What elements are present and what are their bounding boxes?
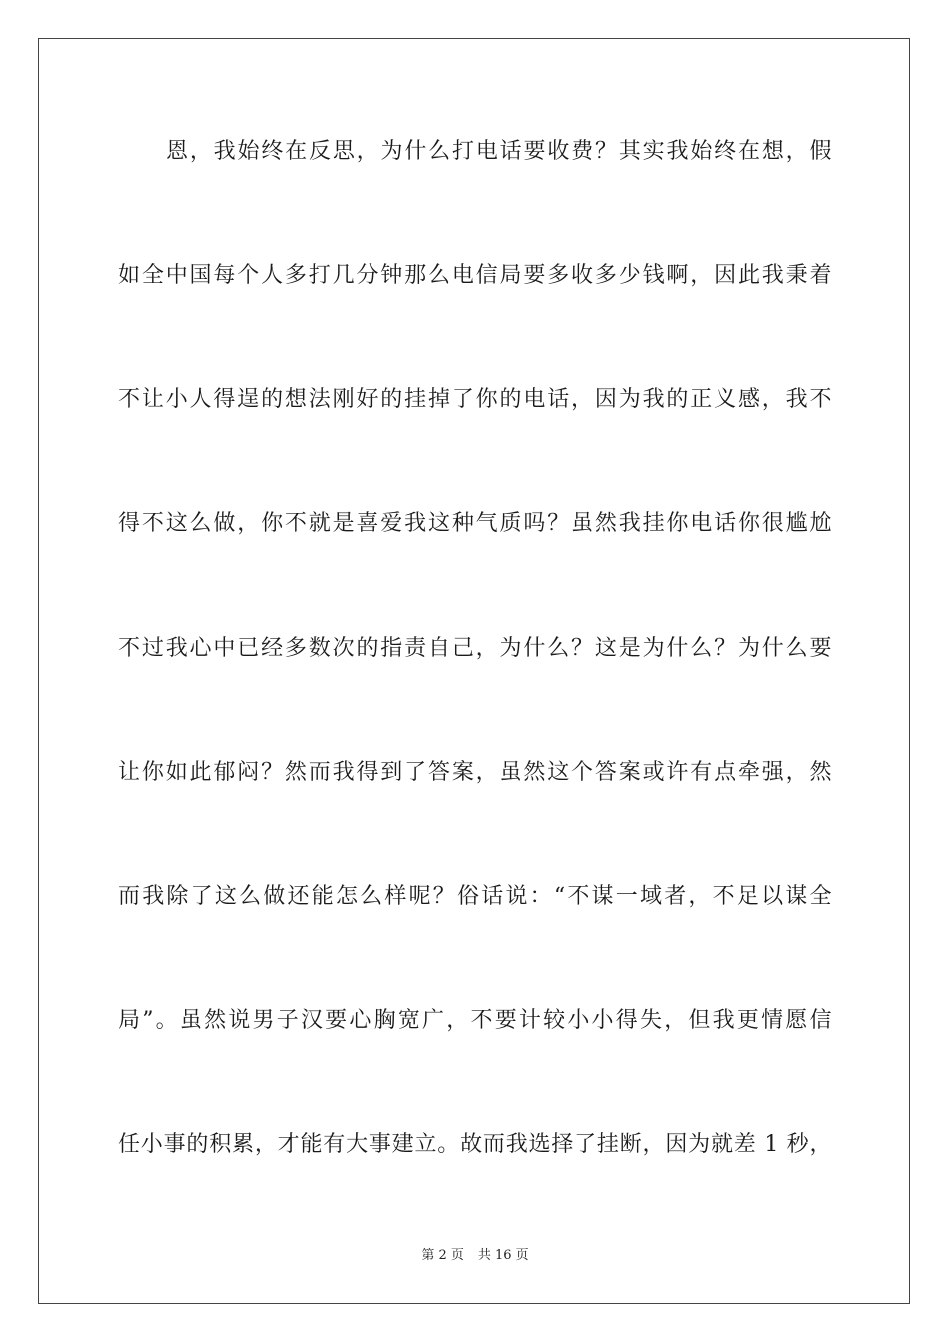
body-text-line: 不让小人得逞的想法刚好的挂掉了你的电话，因为我的正义感，我不 [118,387,832,412]
body-text-line: 不过我心中已经多数次的指责自己，为什么？这是为什么？为什么要 [118,636,832,661]
body-text-line: 恩，我始终在反思，为什么打电话要收费？其实我始终在想，假 [166,139,832,164]
page-border [38,38,910,1304]
body-text-line: 任小事的积累，才能有大事建立。故而我选择了挂断，因为就差 1 秒， [118,1132,832,1157]
body-text-line: 如全中国每个人多打几分钟那么电信局要多收多少钱啊，因此我秉着 [118,263,832,288]
body-text-line: 让你如此郁闷？然而我得到了答案，虽然这个答案或许有点牵强，然 [118,760,832,785]
page-footer [0,1247,950,1265]
body-text-line: 局”。虽然说男子汉要心胸宽广，不要计较小小得失，但我更情愿信 [118,1008,832,1033]
page-total: 共 16 页 [477,1248,529,1263]
body-text-line: 得不这么做，你不就是喜爱我这种气质吗？虽然我挂你电话你很尴尬 [118,511,832,536]
body-text-line: 而我除了这么做还能怎么样呢？俗话说：“不谋一域者，不足以谋全 [118,884,832,909]
page-number: 第 2 页 [421,1248,464,1263]
